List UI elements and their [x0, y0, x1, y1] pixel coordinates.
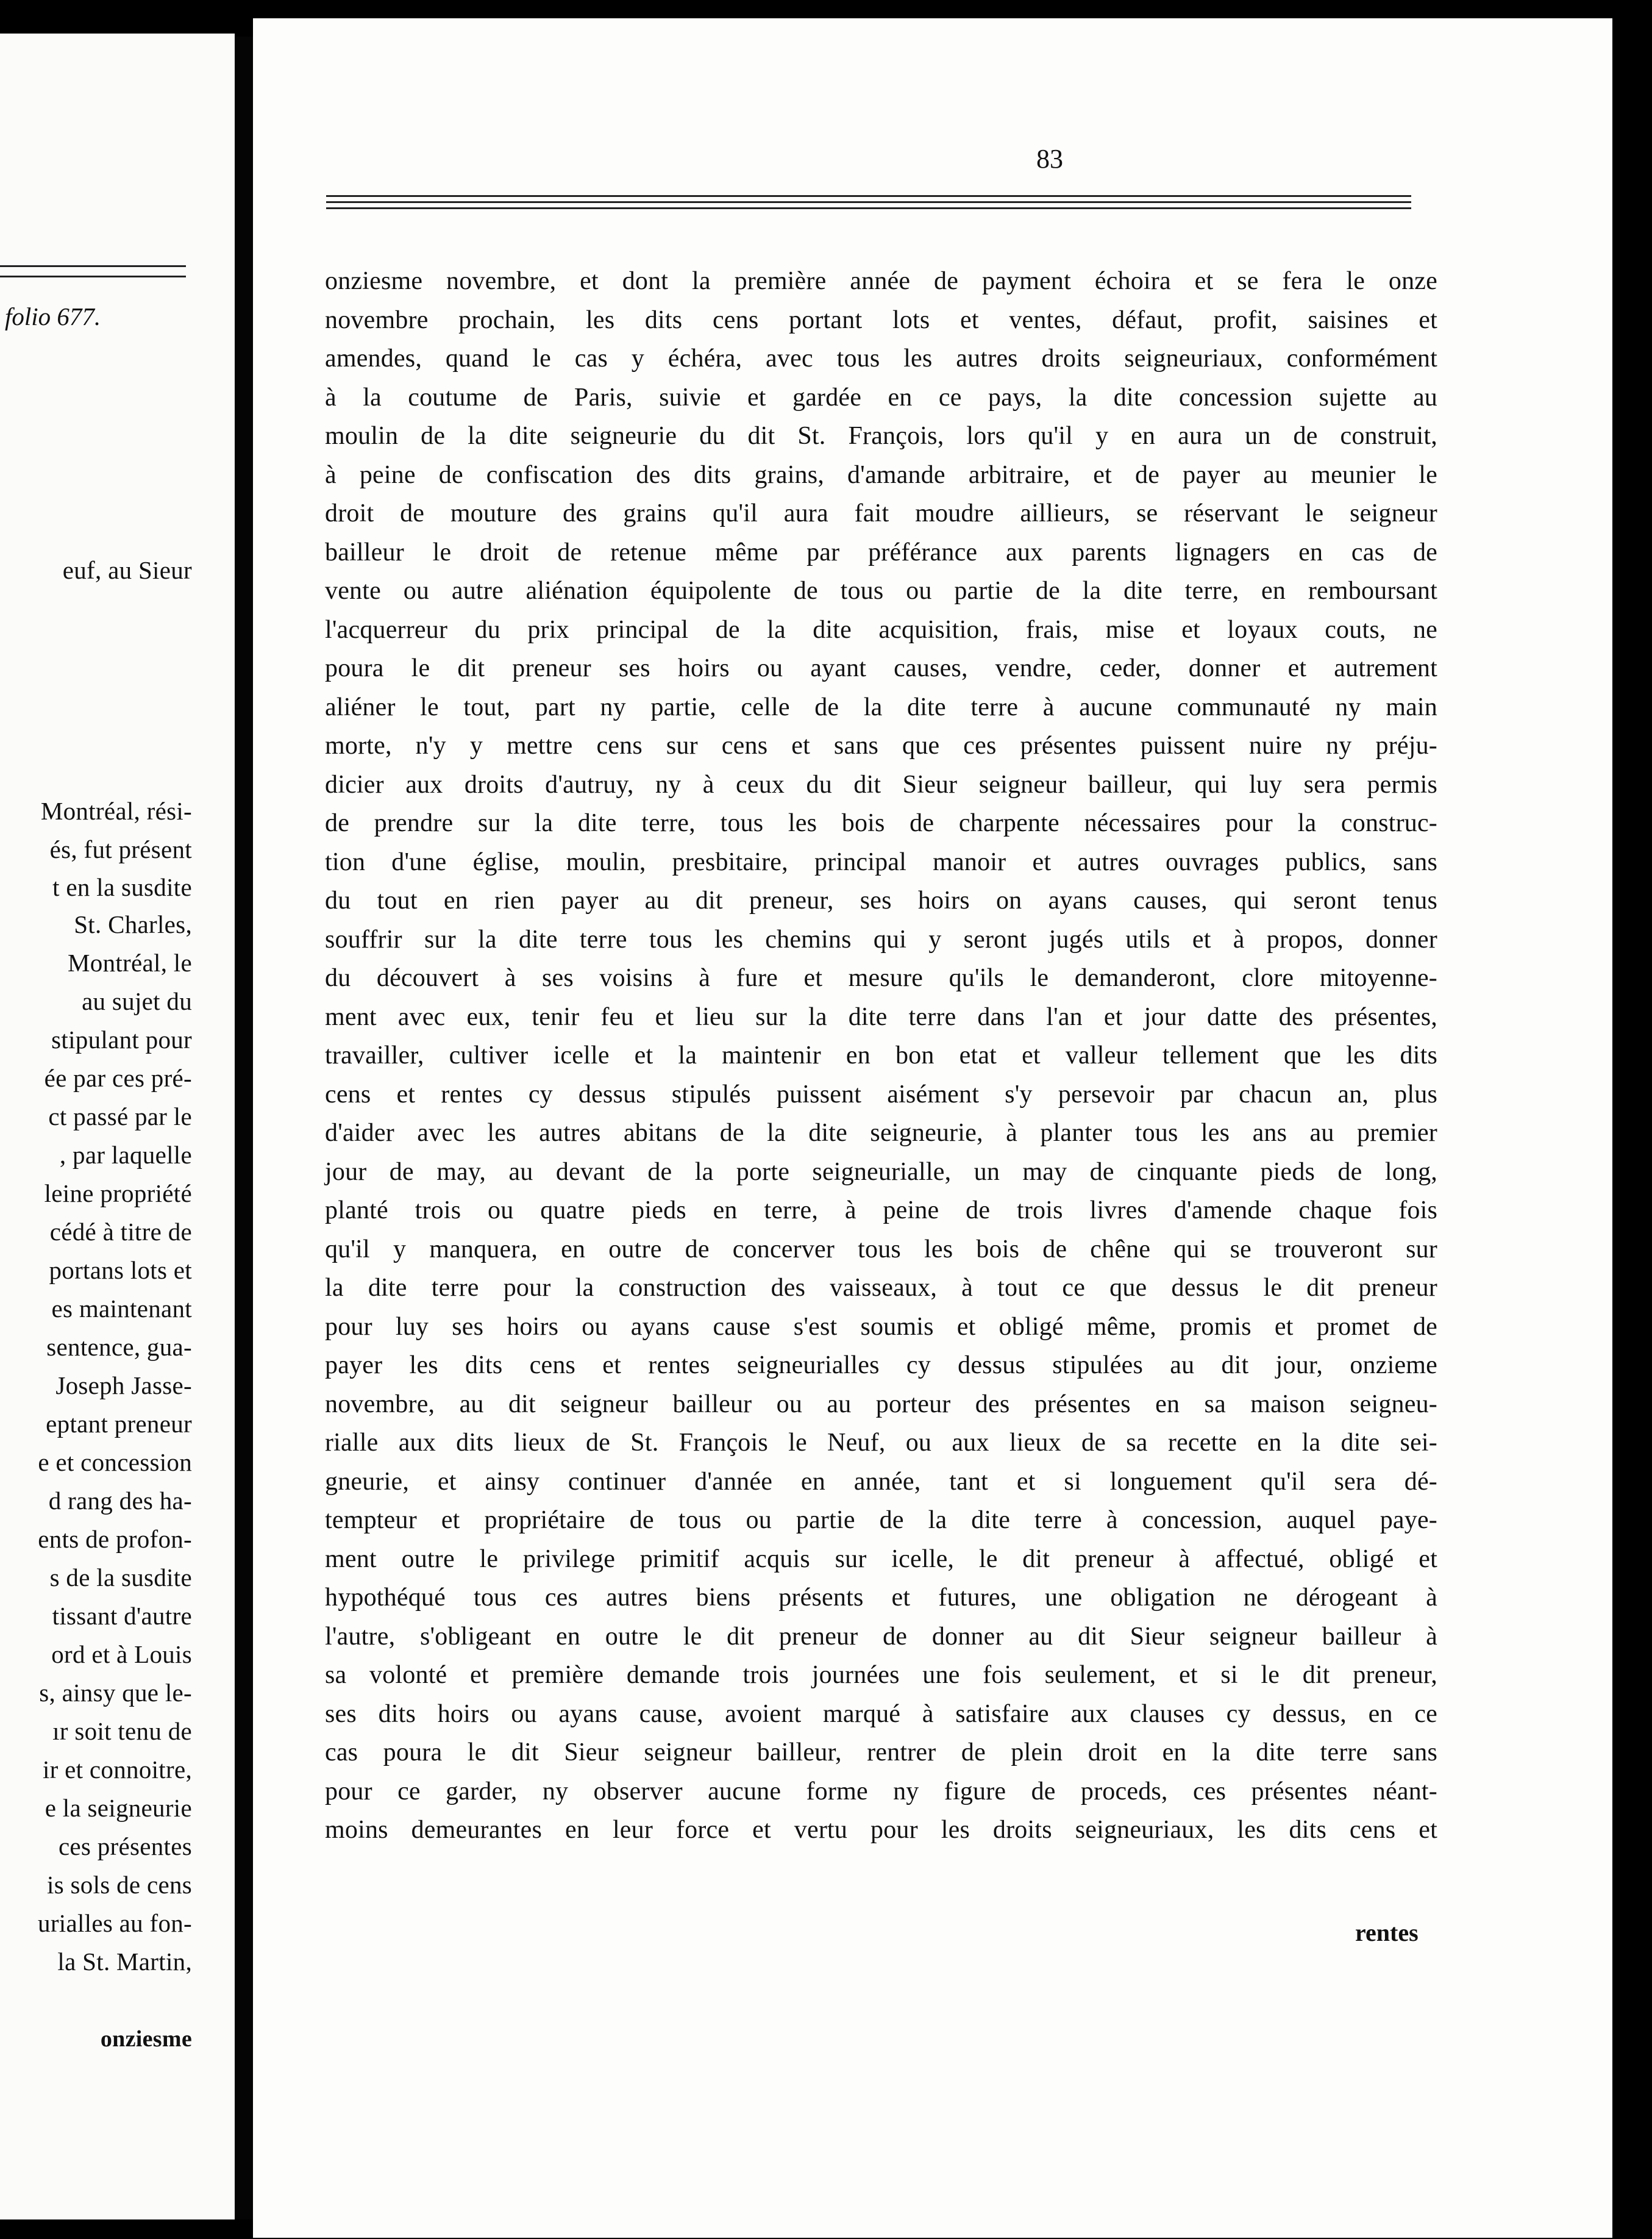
text-line: l'autre, s'obligeant en outre le dit preneur de donner au dit Sieur seigneur bailleur à — [325, 1622, 1437, 1651]
left-text-line: Montréal, rési- — [40, 797, 192, 825]
text-line: planté trois ou quatre pieds en terre, à peine de trois livres d'amende chaque fois — [325, 1196, 1437, 1224]
left-text-line: Montréal, le — [68, 949, 192, 977]
left-text-line: eptant preneur — [46, 1410, 192, 1438]
text-line: aliéner le tout, part ny partie, celle de la dite terre à aucune communauté ny main — [325, 693, 1437, 721]
text-line: du découvert à ses voisins à fure et mesure qu'ils le demanderont, clore mitoyenne- — [325, 964, 1437, 992]
page-number: 83 — [1036, 144, 1063, 174]
left-text-line: es maintenant — [51, 1294, 192, 1323]
header-rule-bottom — [326, 207, 1411, 209]
catchword: rentes — [1355, 1919, 1419, 1946]
text-line: gneurie, et ainsy continuer d'année en année, tant et si longuement qu'il sera dé- — [325, 1467, 1437, 1496]
text-line: la dite terre pour la construction des vaisseaux, à tout ce que dessus le dit preneur — [325, 1274, 1437, 1302]
text-line: tion d'une église, moulin, presbitaire, principal manoir et autres ouvrages publics, sans — [325, 848, 1437, 876]
text-line: pour ce garder, ny observer aucune forme ny figure de proceds, ces présentes néant- — [325, 1777, 1437, 1805]
text-line: qu'il y manquera, en outre de concerver tous les bois de chêne qui se trouveront sur — [325, 1235, 1437, 1263]
book-gutter — [235, 37, 253, 2219]
left-text-line: ée par ces pré- — [44, 1064, 192, 1092]
left-text-line: cédé à titre de — [49, 1218, 192, 1246]
text-line: rialle aux dits lieux de St. François le Neuf, ou aux lieux de sa recette en la dite sei- — [325, 1429, 1437, 1457]
text-line: ment outre le privilege primitif acquis sur icelle, le dit preneur à affectué, obligé et — [325, 1544, 1437, 1573]
left-text-line: ces présentes — [58, 1832, 192, 1860]
left-facing-page — [0, 34, 235, 2219]
text-line: vente ou autre aliénation équipolente de tous ou partie de la dite terre, en remboursant — [325, 577, 1437, 605]
left-text-line: e la seigneurie — [45, 1794, 192, 1822]
text-line: dicier aux droits d'autruy, ny à ceux du dit Sieur seigneur bailleur, qui luy sera permis — [325, 770, 1437, 799]
text-line: onziesme novembre, et dont la première année de payment échoira et se fera le onze — [325, 267, 1437, 295]
left-text-line: is sols de cens — [47, 1871, 192, 1899]
left-text-line: au sujet du — [82, 987, 192, 1015]
text-line: cens et rentes cy dessus stipulés puissent aisément s'y persevoir par chacun an, plus — [325, 1080, 1437, 1109]
left-text-line: stipulant pour — [51, 1026, 192, 1054]
left-text-line: ir et connoitre, — [42, 1755, 192, 1784]
text-line: amendes, quand le cas y échéra, avec tous les autres droits seigneuriaux, conformément — [325, 345, 1437, 373]
text-line: novembre, au dit seigneur bailleur ou au porteur des présentes en sa maison seigneu- — [325, 1390, 1437, 1418]
main-page — [253, 18, 1612, 2238]
text-line: ment avec eux, tenir feu et lieu sur la dite terre dans l'an et jour datte des présentes, — [325, 1002, 1437, 1031]
text-line: payer les dits cens et rentes seigneurialles cy dessus stipulées au dit jour, onzieme — [325, 1351, 1437, 1379]
text-line: poura le dit preneur ses hoirs ou ayant causes, vendre, ceder, donner et autrement — [325, 654, 1437, 682]
scan-right-border — [1612, 37, 1652, 2239]
header-rule-top — [326, 195, 1411, 197]
left-text-line: portans lots et — [49, 1256, 192, 1284]
text-line: l'acquerreur du prix principal de la dite acquisition, frais, mise et loyaux couts, ne — [325, 615, 1437, 644]
left-text-line: sentence, gua- — [46, 1333, 192, 1361]
text-line: moins demeurantes en leur force et vertu pour les droits seigneuriaux, les dits cens et — [325, 1816, 1437, 1844]
text-line: sa volonté et première demande trois journées une fois seulement, et si le dit preneur, — [325, 1661, 1437, 1689]
left-text-line: la St. Martin, — [57, 1948, 192, 1976]
left-text-line: és, fut présent — [49, 835, 192, 863]
left-text-line: s, ainsy que le- — [39, 1679, 192, 1707]
left-text-line: , par laquelle — [59, 1141, 192, 1169]
left-text-line: Joseph Jasse- — [55, 1371, 192, 1399]
left-text-line: euf, au Sieur — [62, 556, 192, 584]
text-line: cas poura le dit Sieur seigneur bailleur, rentrer de plein droit en la dite terre sans — [325, 1738, 1437, 1766]
header-rule-middle — [326, 201, 1411, 203]
left-text-line: ord et à Louis — [51, 1640, 192, 1668]
left-text-line: urialles au fon- — [38, 1909, 192, 1937]
text-line: à peine de confiscation des dits grains, d'amande arbitraire, et de payer au meunier le — [325, 460, 1437, 489]
left-text-line: ır soit tenu de — [52, 1717, 192, 1745]
text-line: bailleur le droit de retenue même par préférance aux parents lignagers en cas de — [325, 538, 1437, 566]
text-line: travailler, cultiver icelle et la maintenir en bon etat et valleur tellement que les dits — [325, 1041, 1437, 1070]
text-line: tempteur et propriétaire de tous ou partie de la dite terre à concession, auquel paye- — [325, 1506, 1437, 1534]
text-line: pour luy ses hoirs ou ayans cause s'est soumis et obligé même, promis et promet de — [325, 1312, 1437, 1341]
text-line: à la coutume de Paris, suivie et gardée en ce pays, la dite concession sujette au — [325, 383, 1437, 412]
left-text-line: t en la susdite — [52, 873, 192, 901]
text-line: du tout en rien payer au dit preneur, ses hoirs on ayans causes, qui seront tenus — [325, 887, 1437, 915]
left-folio-reference: folio 677. — [5, 302, 101, 330]
text-line: novembre prochain, les dits cens portant lots et ventes, défaut, profit, saisines et — [325, 305, 1437, 334]
text-line: morte, n'y y mettre cens sur cens et sans que ces présentes puissent nuire ny préju- — [325, 732, 1437, 760]
left-text-line: ents de profon- — [38, 1525, 192, 1553]
text-line: hypothéqué tous ces autres biens présents et futures, une obligation ne dérogeant à — [325, 1584, 1437, 1612]
left-text-line: tissant d'autre — [52, 1602, 192, 1630]
text-line: de prendre sur la dite terre, tous les bois de charpente nécessaires pour la construc- — [325, 809, 1437, 837]
text-line: souffrir sur la dite terre tous les chemins qui y seront jugés utils et à propos, donner — [325, 925, 1437, 954]
left-text-line: ct passé par le — [48, 1102, 192, 1130]
text-line: moulin de la dite seigneurie du dit St. François, lors qu'il y en aura un de construit, — [325, 422, 1437, 450]
left-header-rule — [0, 265, 186, 277]
left-text-line: d rang des ha- — [48, 1487, 192, 1515]
body-text — [325, 262, 1437, 1850]
left-text-line: St. Charles, — [74, 910, 192, 938]
left-text-line: leine propriété — [44, 1179, 192, 1207]
left-catchword: onziesme — [100, 2026, 192, 2052]
left-text-line: e et concession — [38, 1448, 192, 1476]
text-line: droit de mouture des grains qu'il aura fait moudre aillieurs, se réservant le seigneur — [325, 499, 1437, 527]
left-text-line: s de la susdite — [49, 1563, 192, 1591]
text-line: jour de may, au devant de la porte seigneurialle, un may de cinquante pieds de long, — [325, 1157, 1437, 1186]
text-line: ses dits hoirs ou ayans cause, avoient marqué à satisfaire aux clauses cy dessus, en ce — [325, 1699, 1437, 1728]
text-line: d'aider avec les autres abitans de la dite seigneurie, à planter tous les ans au premier — [325, 1119, 1437, 1147]
